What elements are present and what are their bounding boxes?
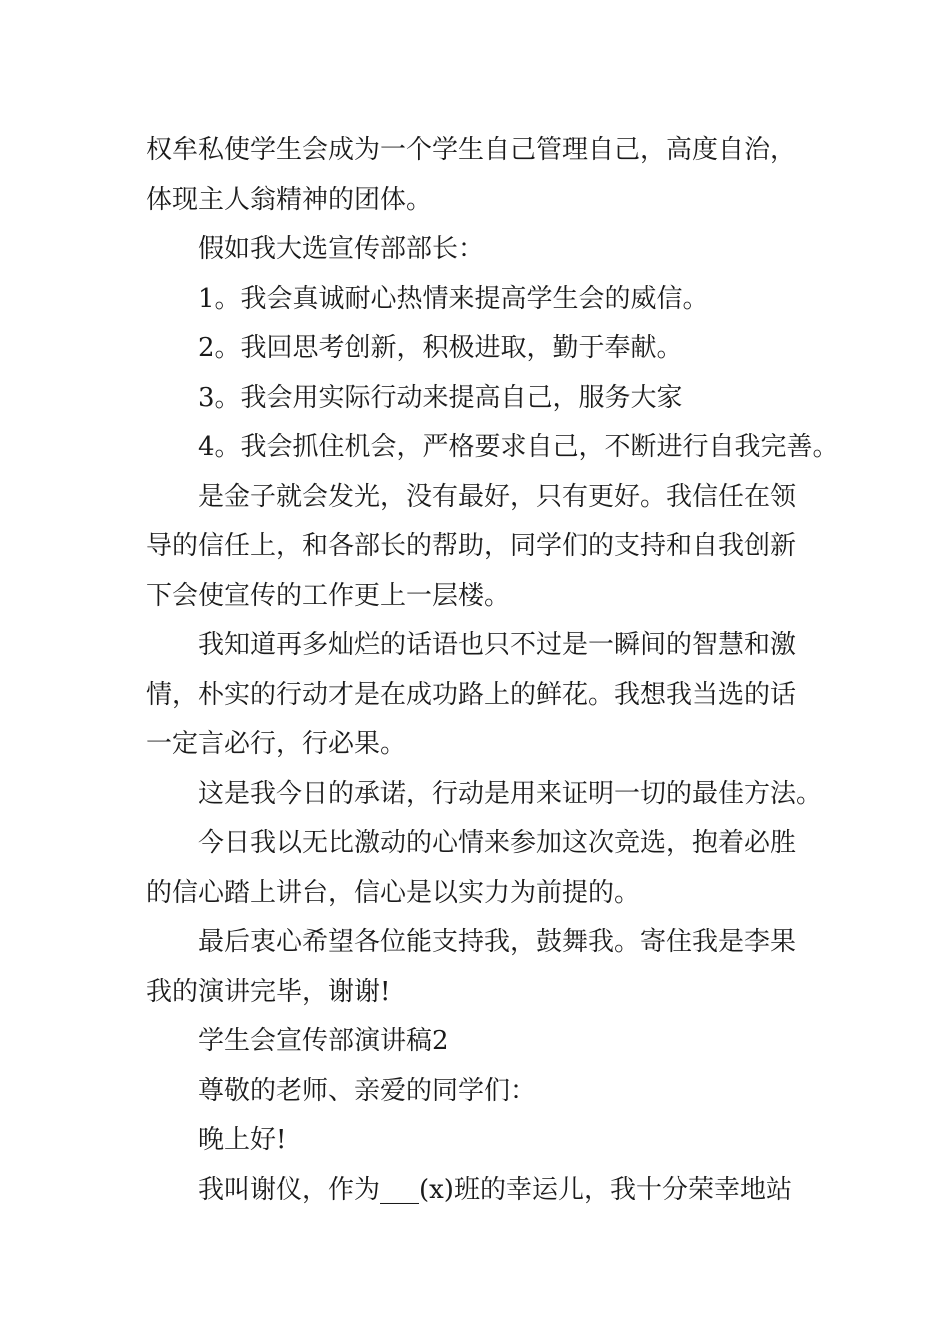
text-line: 1。我会真诚耐心热情来提高学生会的威信。 xyxy=(198,283,709,314)
text-line: 晚上好! xyxy=(198,1125,287,1155)
text-line: 今日我以无比激动的心情来参加这次竞选，抱着必胜 xyxy=(198,828,797,858)
text-line: 最后衷心希望各位能支持我，鼓舞我。寄住我是李果 xyxy=(198,927,797,957)
text-line: 是金子就会发光，没有最好，只有更好。我信任在领 xyxy=(198,481,797,512)
text-line: 这是我今日的承诺，行动是用来证明一切的最佳方法。 xyxy=(198,778,823,809)
text-line: 我的演讲完毕，谢谢! xyxy=(146,976,391,1007)
text-line: 下会使宣传的工作更上一层楼。 xyxy=(146,580,511,611)
text-line: 2。我回思考创新，积极进取，勤于奉献。 xyxy=(198,333,683,363)
text-line: 学生会宣传部演讲稿2 xyxy=(198,1026,449,1056)
text-line: 体现主人翁精神的团体。 xyxy=(146,184,433,215)
text-line: 尊敬的老师、亲爱的同学们： xyxy=(198,1075,537,1106)
document-body xyxy=(146,126,839,1215)
text-line: 假如我大选宣传部部长： xyxy=(198,234,485,264)
text-line: 权牟私使学生会成为一个学生自己管理自己，高度自治， xyxy=(146,135,797,165)
text-line: 3。我会用实际行动来提高自己，服务大家 xyxy=(198,382,683,413)
text-line: 情，朴实的行动才是在成功路上的鲜花。我想我当选的话 xyxy=(146,679,797,710)
text-line: 一定言必行，行必果。 xyxy=(146,729,407,759)
text-line: 的信心踏上讲台，信心是以实力为前提的。 xyxy=(146,877,641,908)
text-line: 导的信任上，和各部长的帮助，同学们的支持和自我创新 xyxy=(146,531,797,561)
text-line: 4。我会抓住机会，严格要求自己，不断进行自我完善。 xyxy=(198,432,839,462)
text-line: 我叫谢仪，作为___(x)班的幸运儿，我十分荣幸地站 xyxy=(198,1174,792,1205)
text-line: 我知道再多灿烂的话语也只不过是一瞬间的智慧和激 xyxy=(198,630,797,660)
